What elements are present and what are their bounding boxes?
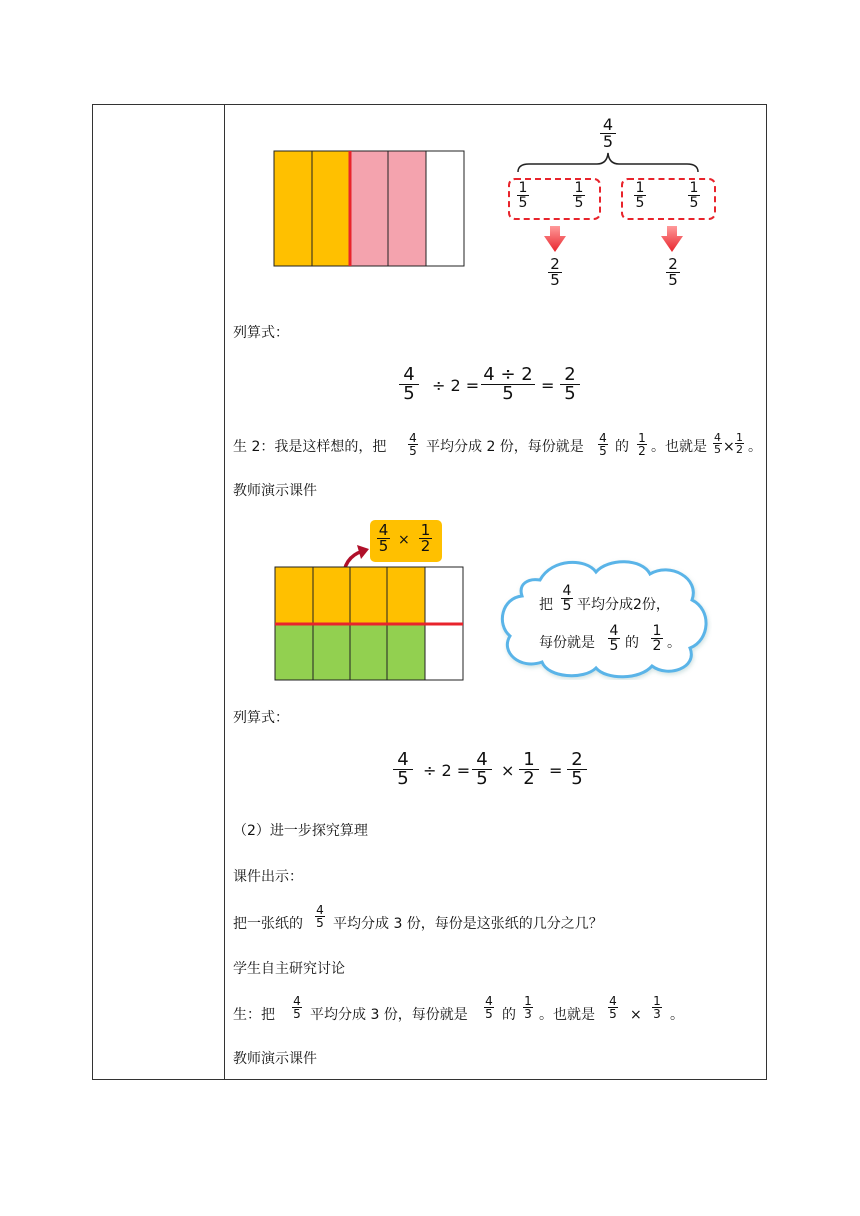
badge-times: × (398, 532, 410, 548)
cloud-fraction-2: 4 5 (609, 623, 619, 654)
eq1-divide: ÷ 2 = (432, 376, 480, 395)
student2-fraction-d: 4 5 (714, 431, 721, 456)
rect2-bottom-3 (350, 624, 387, 680)
group-fraction-4: 1 5 (689, 180, 699, 211)
eq1-fraction-1: 4 5 (399, 366, 419, 403)
student-fraction-c: 1 3 (524, 994, 532, 1021)
rect2-bottom-1 (275, 624, 313, 680)
student2-text-1: 生 2：我是这样想的，把 (233, 439, 387, 455)
rect2-top-2 (313, 567, 350, 624)
cloud-fraction-1: 4 5 (562, 583, 572, 614)
student2-fraction-c: 1 2 (638, 431, 646, 458)
student-text-1: 生：把 (233, 1007, 275, 1023)
eq2-equals: = (549, 761, 563, 780)
rect2-top-4 (387, 567, 425, 624)
group-fraction-3: 1 5 (635, 180, 645, 211)
cloud-fraction-3: 1 2 (652, 623, 662, 654)
rect1-part-5 (426, 151, 464, 266)
table-left-column (93, 105, 225, 1079)
courseware-label: 课件出示： (233, 869, 303, 885)
student-times: × (630, 1007, 642, 1023)
cloud-text-2a: 每份就是 (539, 635, 595, 651)
student2-fraction-a: 4 5 (409, 431, 417, 458)
student-fraction-e: 1 3 (653, 994, 661, 1021)
eq2-fraction-4: 2 5 (567, 751, 587, 788)
rect2-top-5 (425, 567, 463, 624)
student2-fraction-b: 4 5 (599, 431, 607, 458)
student2-text-4: 。也就是 (651, 439, 707, 455)
fig1-top-fraction: 4 5 (600, 117, 616, 150)
student-discussion: 学生自主研究讨论 (233, 961, 345, 977)
thought-cloud (500, 556, 712, 680)
result-fraction-right: 2 5 (666, 257, 680, 288)
eq2-fraction-1: 4 5 (393, 751, 413, 788)
down-arrow-icon (659, 224, 685, 254)
rect2-bottom-4 (387, 624, 425, 680)
eq1-equals: = (541, 376, 555, 395)
teacher-demo-1: 教师演示课件 (233, 483, 317, 499)
cloud-text-1b: 平均分成2份， (577, 597, 670, 613)
cloud-text-1a: 把 (539, 597, 553, 613)
question-text-1: 把一张纸的 (233, 916, 303, 932)
rect1-part-4 (388, 151, 426, 266)
result-fraction-left: 2 5 (548, 257, 562, 288)
rect2-top-1 (275, 567, 313, 624)
group-fraction-1: 1 5 (518, 180, 528, 211)
section-heading-2: （2）进一步探究算理 (233, 823, 368, 839)
fraction-rectangle-1 (272, 150, 468, 268)
rect2-bottom-2 (313, 624, 350, 680)
student2-text-5: 。 (748, 439, 762, 455)
student-text-5: 。 (670, 1007, 684, 1023)
eq1-fraction-3: 2 5 (560, 366, 580, 403)
rect2-bottom-5 (425, 624, 463, 680)
rect2-top-3 (350, 567, 387, 624)
cloud-text-2c: 。 (667, 635, 681, 651)
equation-label-2: 列算式： (233, 710, 289, 726)
student-text-3: 的 (502, 1007, 516, 1023)
student-fraction-b: 4 5 (485, 994, 493, 1021)
student2-fraction-e: 1 2 (736, 431, 743, 456)
student-fraction-d: 4 5 (609, 994, 617, 1021)
cloud-text-2b: 的 (625, 635, 639, 651)
teacher-demo-2: 教师演示课件 (233, 1051, 317, 1067)
group-fraction-2: 1 5 (574, 180, 584, 211)
badge-fraction-2: 1 2 (420, 521, 431, 555)
student2-text-3: 的 (615, 439, 629, 455)
student-text-2: 平均分成 3 份，每份就是 (310, 1007, 468, 1023)
badge-fraction-1: 4 5 (378, 521, 389, 555)
eq2-times: × (501, 761, 515, 780)
down-arrow-icon (542, 224, 568, 254)
rect1-part-1 (274, 151, 312, 266)
question-fraction: 4 5 (316, 903, 324, 930)
eq2-divide: ÷ 2 = (423, 761, 471, 780)
student2-times: × (723, 439, 735, 455)
student-fraction-a: 4 5 (293, 994, 301, 1021)
student-text-4: 。也就是 (539, 1007, 595, 1023)
equation-label-1: 列算式： (233, 325, 289, 341)
curly-brace (515, 150, 701, 176)
rect1-part-3 (350, 151, 388, 266)
eq1-fraction-2: 4 ÷ 2 5 (481, 366, 535, 403)
student2-text-2: 平均分成 2 份，每份就是 (426, 439, 584, 455)
eq2-fraction-3: 1 2 (519, 751, 539, 788)
question-text-2: 平均分成 3 份，每份是这张纸的几分之几？ (333, 916, 603, 932)
rect1-part-2 (312, 151, 350, 266)
eq2-fraction-2: 4 5 (472, 751, 492, 788)
fraction-rectangle-2 (274, 566, 466, 682)
